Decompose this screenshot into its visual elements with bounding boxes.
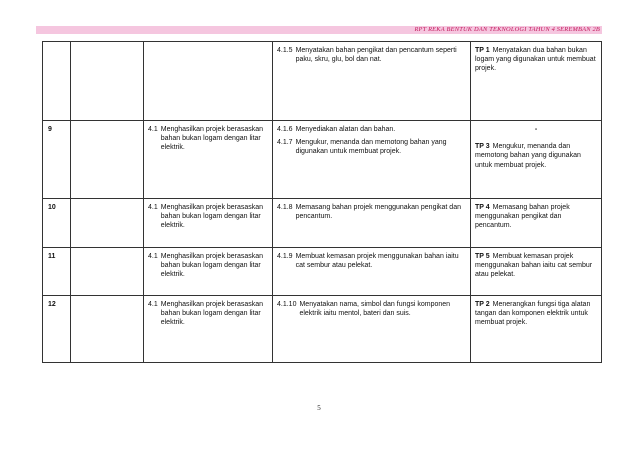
performance-level-code: TP 1: [475, 47, 490, 54]
learning-standard-code: 4.1.8: [277, 204, 293, 211]
standard-content-text: Menghasilkan projek berasaskan bahan bukan logam dengan litar elektrik.: [160, 126, 264, 152]
standard-content-cell: [144, 121, 273, 199]
standard-content-text: Menghasilkan projek berasaskan bahan bukan logam dengan litar elektrik.: [160, 253, 264, 279]
learning-standard-text: Menyediakan alatan dan bahan.: [295, 126, 396, 133]
performance-level-dash: -: [534, 126, 538, 133]
learning-standard-cell: [273, 199, 471, 248]
document-header: RPT REKA BENTUK DAN TEKNOLOGI TAHUN 4 SEREMBAN 2B: [414, 26, 600, 33]
theme-cell: [71, 199, 144, 248]
theme-cell: [71, 121, 144, 199]
performance-level-text: Menerangkan fungsi tiga alatan tangan dan komponen elektrik untuk membuat projek.: [475, 301, 591, 327]
week-number-cell: [43, 42, 71, 121]
table-row: [43, 248, 602, 296]
standard-content-cell: [144, 296, 273, 363]
performance-level-cell: [471, 296, 602, 363]
standard-content-cell: [144, 248, 273, 296]
performance-level-text: Memasang bahan projek menggunakan pengikat dan pencantum.: [475, 204, 570, 230]
theme-cell: [71, 296, 144, 363]
standard-content-text: Menghasilkan projek berasaskan bahan bukan logam dengan litar elektrik.: [160, 204, 264, 230]
learning-standard-code: 4.1.6: [277, 126, 293, 133]
performance-level-item: [475, 203, 597, 231]
standard-content-cell: [144, 42, 273, 121]
learning-standard-code: 4.1.10: [277, 301, 297, 308]
performance-level-cell: [471, 42, 602, 121]
standard-content-text: Menghasilkan projek berasaskan bahan bukan logam dengan litar elektrik.: [160, 301, 264, 327]
learning-standard-text: Membuat kemasan projek menggunakan bahan iaitu cat sembur atau pelekat.: [295, 253, 459, 270]
learning-standard-item: [277, 300, 466, 318]
table-row: [43, 199, 602, 248]
learning-standard-item: [277, 125, 466, 134]
learning-standard-text: Menyatakan bahan pengikat dan pencantum seperti paku, skru, glu, bol dan nat.: [295, 47, 457, 64]
performance-level-item: [475, 46, 597, 74]
performance-level-cell: [471, 248, 602, 296]
theme-cell: [71, 42, 144, 121]
performance-level-code: TP 5: [475, 253, 490, 260]
learning-standard-text: Mengukur, menanda dan memotong bahan yang digunakan untuk membuat projek.: [295, 139, 447, 156]
performance-level-code: TP 2: [475, 301, 490, 308]
learning-standard-item: [277, 138, 466, 156]
performance-level-cell: [471, 199, 602, 248]
performance-level-text: Mengukur, menanda dan memotong bahan yang digunakan untuk membuat projek.: [475, 143, 581, 169]
performance-level-text: Menyatakan dua bahan bukan logam yang digunakan untuk membuat projek.: [475, 47, 596, 73]
week-number-cell: 12: [43, 296, 71, 363]
learning-standard-item: [277, 203, 466, 221]
learning-standard-code: 4.1.9: [277, 253, 293, 260]
standard-content-item: [148, 252, 268, 280]
standard-content-item: [148, 300, 268, 328]
standard-content-code: 4.1: [148, 204, 158, 211]
learning-standard-text: Memasang bahan projek menggunakan pengikat dan pencantum.: [295, 204, 461, 221]
week-number-cell: 10: [43, 199, 71, 248]
performance-level-cell: [471, 121, 602, 199]
week-number-cell: 11: [43, 248, 71, 296]
standard-content-item: [148, 125, 268, 153]
table-row: [43, 121, 602, 199]
page-number: 5: [317, 404, 321, 412]
standard-content-code: 4.1: [148, 126, 158, 133]
rpt-table: [42, 41, 602, 363]
performance-level-code: TP 3: [475, 143, 490, 151]
learning-standard-text: Menyatakan nama, simbol dan fungsi komponen elektrik iaitu mentol, bateri dan suis.: [299, 301, 451, 318]
table-row: [43, 296, 602, 363]
table-row: [43, 42, 602, 121]
performance-level-text: Membuat kemasan projek menggunakan bahan iaitu cat sembur atau pelekat.: [475, 253, 593, 279]
performance-level-item: [475, 252, 597, 280]
performance-level-code: TP 4: [475, 204, 490, 211]
learning-standard-cell: [273, 296, 471, 363]
learning-standard-code: 4.1.7: [277, 139, 293, 147]
standard-content-cell: [144, 199, 273, 248]
learning-standard-cell: [273, 121, 471, 199]
standard-content-code: 4.1: [148, 301, 158, 308]
performance-level-item: [475, 142, 597, 170]
standard-content-code: 4.1: [148, 253, 158, 260]
standard-content-item: [148, 203, 268, 231]
learning-standard-code: 4.1.5: [277, 47, 293, 54]
performance-level-item: [475, 300, 597, 328]
theme-cell: [71, 248, 144, 296]
week-number-cell: 9: [43, 121, 71, 199]
learning-standard-item: [277, 46, 466, 64]
learning-standard-cell: [273, 42, 471, 121]
learning-standard-item: [277, 252, 466, 270]
learning-standard-cell: [273, 248, 471, 296]
